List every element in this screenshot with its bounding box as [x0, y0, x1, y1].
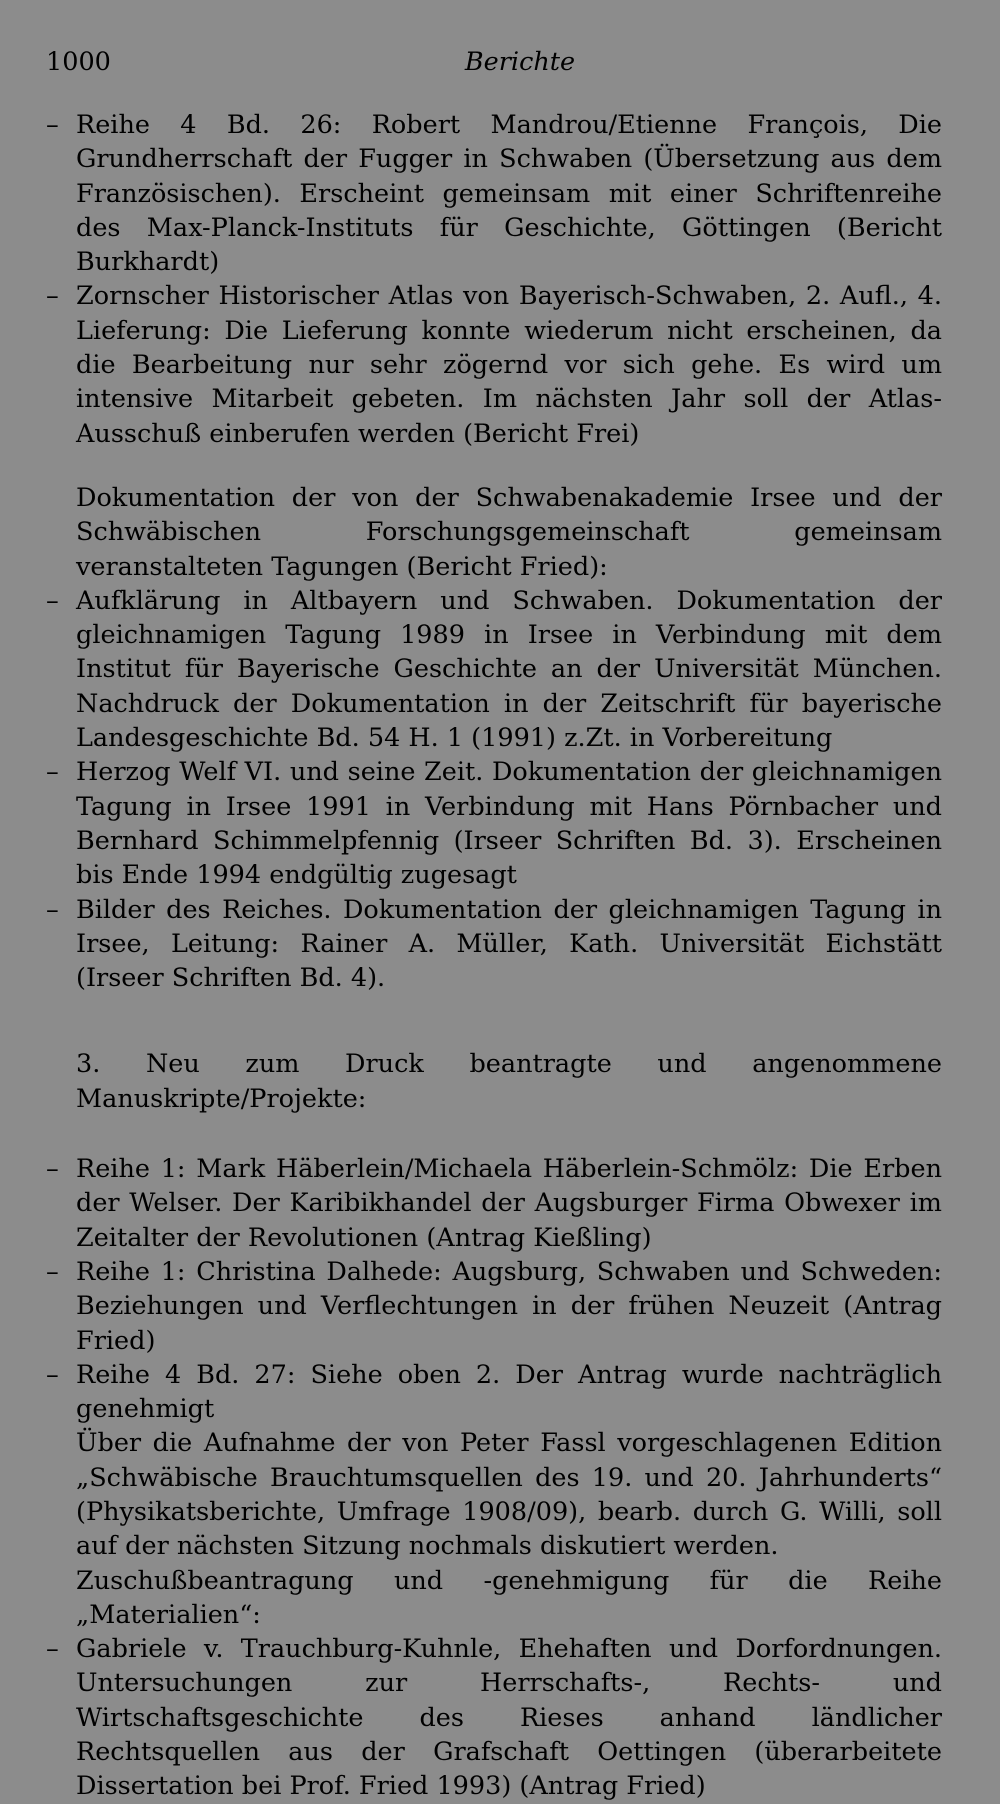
page-header	[46, 45, 954, 79]
materialien-heading: Zuschußbeantragung und -genehmigung für die Reihe „Materialien“:	[76, 1565, 942, 1630]
list-item	[46, 279, 942, 450]
list-item	[46, 1255, 942, 1358]
section-heading: 3. Neu zum Druck beantragte und angenommene Manuskripte/Projekte:	[76, 1049, 942, 1114]
list-item	[46, 1152, 942, 1255]
list-item	[46, 755, 942, 892]
list-item	[46, 1632, 942, 1803]
list-item-text: Aufklärung in Altbayern und Schwaben. Dokumentation der gleichnamigen Tagung 1989 in Irsee in Verbindung mit dem Institut für Bayerische Geschichte an der Universität München. Nachdruck der Dokumentation in der Zeitschrift für bayerische Landesgeschichte Bd. 54 H. 1 (1991) z.Zt. in Vorbereitung	[76, 585, 942, 754]
bullet-dash: –	[46, 1634, 59, 1665]
list-item	[46, 584, 942, 755]
list-item-text: Reihe 1: Mark Häberlein/Michaela Häberlein-Schmölz: Die Erben der Welser. Der Karibikhandel der Augsburger Firma Obwexer im Zeitalter der Revolutionen (Antrag Kießling)	[76, 1154, 942, 1253]
page-number: 1000	[46, 47, 111, 77]
list-item	[46, 108, 942, 279]
bullet-dash: –	[46, 1154, 59, 1185]
bullet-dash: –	[46, 1359, 59, 1390]
list-item-text: Reihe 1: Christina Dalhede: Augsburg, Schwaben und Schweden: Beziehungen und Verflechtungen in der frühen Neuzeit (Antrag Fried)	[76, 1256, 942, 1356]
bullet-dash: –	[46, 585, 59, 616]
bullet-dash: –	[46, 894, 59, 925]
bullet-dash: –	[46, 757, 59, 788]
list-item-text: Zornscher Historischer Atlas von Bayerisch-Schwaben, 2. Aufl., 4. Lieferung: Die Lieferung konnte wiederum nicht erscheinen, da die Bearbeitung nur sehr zögernd vor sich gehe. Es wird um intensive Mitarbeit gebeten. Im nächsten Jahr soll der Atlas-Ausschuß einberufen werden (Bericht Frei)	[76, 281, 942, 449]
list-item	[46, 1358, 942, 1427]
list-item-text: Herzog Welf VI. und seine Zeit. Dokumentation der gleichnamigen Tagung in Irsee 1991 in Verbindung mit Hans Pörnbacher und Bernhard Schimmelpfennig (Irseer Schriften Bd. 3). Erscheinen bis Ende 1994 endgültig zugesagt	[76, 757, 942, 891]
edition-paragraph: Über die Aufnahme der von Peter Fassl vorgeschlagenen Edition „Schwäbische Brauchtumsquellen des 19. und 20. Jahrhunderts“ (Physikatsberichte, Umfrage 1908/09), bearb. durch G. Willi, soll auf der nächsten Sitzung nochmals diskutiert werden.	[76, 1428, 942, 1562]
bullet-dash: –	[46, 1256, 59, 1287]
list-item-text: Bilder des Reiches. Dokumentation der gleichnamigen Tagung in Irsee, Leitung: Rainer A. Müller, Kath. Universität Eichstätt (Irseer Schriften Bd. 4).	[76, 894, 942, 994]
list-item-text: Reihe 4 Bd. 26: Robert Mandrou/Etienne François, Die Grundherrschaft der Fugger in Schwaben (Übersetzung aus dem Französischen). Erscheint gemeinsam mit einer Schriftenreihe des Max-Planck-Instituts für Geschichte, Göttingen (Bericht Burkhardt)	[76, 110, 942, 278]
page-body	[46, 108, 942, 1804]
list-item	[46, 893, 942, 996]
bullet-dash: –	[46, 110, 59, 140]
list-item-text: Gabriele v. Trauchburg-Kuhnle, Ehehaften und Dorfordnungen. Untersuchungen zur Herrschafts-, Rechts- und Wirtschaftsgeschichte des Rieses anhand ländlicher Rechtsquellen aus der Grafschaft Oettingen (überarbeitete Dissertation bei Prof. Fried 1993) (Antrag Fried)	[76, 1634, 942, 1802]
running-title: Berichte	[464, 47, 576, 77]
list-item-text: Reihe 4 Bd. 27: Siehe oben 2. Der Antrag wurde nachträglich genehmigt	[76, 1359, 942, 1425]
documentation-paragraph: Dokumentation der von der Schwabenakademie Irsee und der Schwäbischen Forschungsgemeinschaft gemeinsam veranstalteten Tagungen (Bericht Fried):	[76, 482, 942, 582]
bullet-dash: –	[46, 281, 59, 312]
